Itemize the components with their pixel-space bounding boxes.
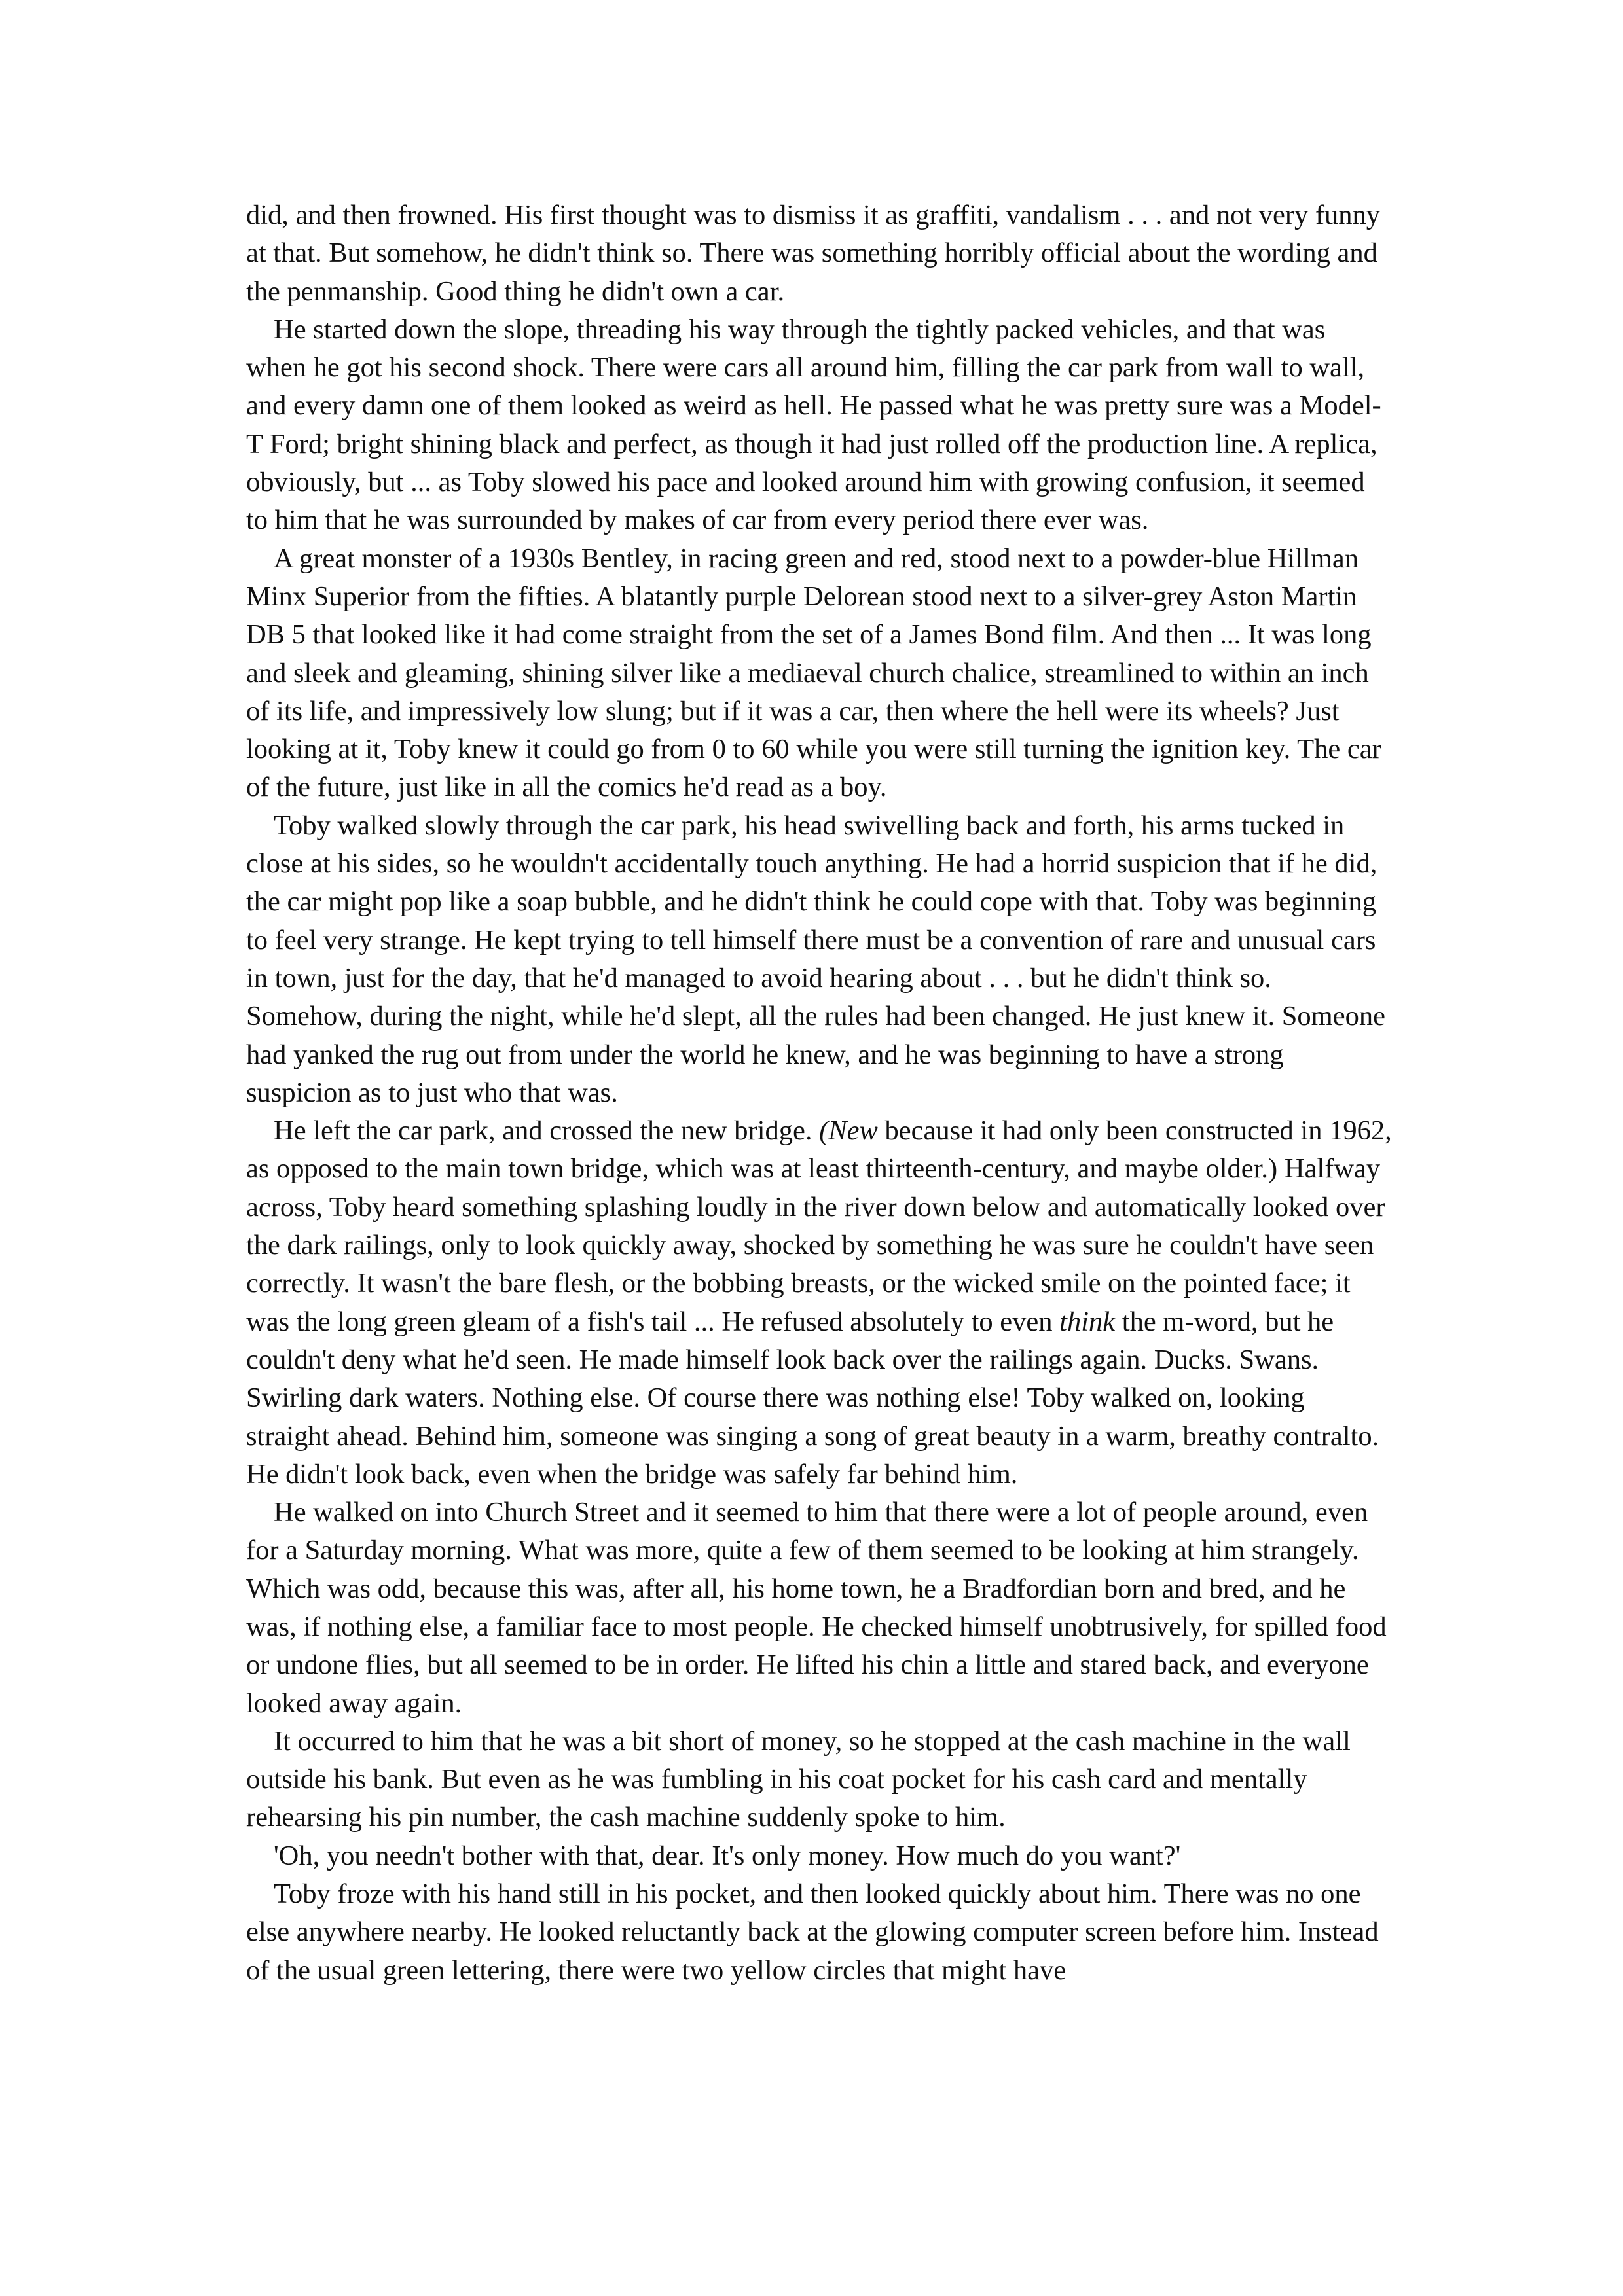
paragraph-text: Toby walked slowly through the car park, his head swivelling back and forth, his arms tucked in close at his sides, so he wouldn't accidentally touch anything. He had a horrid suspicion that if he did, the car might pop like a soap bubble, and he didn't think he could cope with that. Toby was beginning to feel very strange. He kept trying to tell himself there must be a convention of rare and unusual cars in town, just for the day, that he'd managed to avoid hearing about . . . but he didn't think so. Somehow, during the night, while he'd slept, all the rules had been changed. He just knew it. Someone had yanked the rug out from under the world he knew, and he was beginning to have a strong suspicion as to just who that was.	[246, 810, 1385, 1108]
paragraph-text: He left the car park, and crossed the new bridge.	[274, 1115, 820, 1147]
paragraph-text: did, and then frowned. His first thought was to dismiss it as graffiti, vandalism . . . and not very funny at that. But somehow, he didn't think so. There was something horribly official about the wording and the penmanship. Good thing he didn't own a car.	[246, 200, 1381, 307]
paragraph-text: He walked on into Church Street and it seemed to him that there were a lot of people around, even for a Saturday morning. What was more, quite a few of them seemed to be looking at him strangely. Which was odd, because this was, after all, his home town, he a Bradfordian born and bred, and he was, if nothing else, a familiar face to most people. He checked himself unobtrusively, for spilled food or undone flies, but all seemed to be in order. He lifted his chin a little and stared back, and everyone looked away again.	[246, 1497, 1387, 1719]
paragraph	[246, 1875, 1392, 1990]
paragraph-text: It occurred to him that he was a bit short of money, so he stopped at the cash machine in the wall outside his bank. But even as he was fumbling in his coat pocket for his cash card and mentally rehearsing his pin number, the cash machine suddenly spoke to him.	[246, 1725, 1351, 1833]
paragraph	[246, 807, 1392, 1112]
paragraph-text: Toby froze with his hand still in his pocket, and then looked quickly about him. There was no one else anywhere nearby. He looked reluctantly back at the glowing computer screen before him. Instead of the usual green lettering, there were two yellow circles that might have	[246, 1878, 1379, 1986]
paragraph	[246, 1723, 1392, 1837]
document-body	[246, 196, 1392, 1990]
paragraph-text: He started down the slope, threading his way through the tightly packed vehicles, and that was when he got his second shock. There were cars all around him, filling the car park from wall to wall, and every damn one of them looked as weird as hell. He passed what he was pretty sure was a Model-T Ford; bright shining black and perfect, as though it had just rolled off the production line. A replica, obviously, but ... as Toby slowed his pace and looked around him with growing confusion, it seemed to him that he was surrounded by makes of car from every period there ever was.	[246, 314, 1381, 536]
paragraph-text: A great monster of a 1930s Bentley, in racing green and red, stood next to a powder-blue Hillman Minx Superior from the fifties. A blatantly purple Delorean stood next to a silver-grey Aston Martin DB 5 that looked like it had come straight from the set of a James Bond film. And then ... It was long and sleek and gleaming, shining silver like a mediaeval church chalice, streamlined to within an inch of its life, and impressively low slung; but if it was a car, then where the hell were its wheels? Just looking at it, Toby knew it could go from 0 to 60 while you were still turning the ignition key. The car of the future, just like in all the comics he'd read as a boy.	[246, 543, 1381, 803]
paragraph	[246, 311, 1392, 540]
paragraph	[246, 1837, 1392, 1875]
italic-text: (New	[819, 1115, 878, 1147]
paragraph-text: the m-word, but he couldn't deny what he'd seen. He made himself look back over the railings again. Ducks. Swans. Swirling dark waters. Nothing else. Of course there was nothing else! Toby walked on, looking straight ahead. Behind him, someone was singing a song of great beauty in a warm, breathy contralto. He didn't look back, even when the bridge was safely far behind him.	[246, 1306, 1379, 1490]
paragraph	[246, 1112, 1392, 1494]
italic-text: think	[1059, 1306, 1116, 1337]
paragraph	[246, 1494, 1392, 1723]
paragraph	[246, 540, 1392, 807]
paragraph	[246, 196, 1392, 311]
paragraph-text: because it had only been constructed in 1962, as opposed to the main town bridge, which was at least thirteenth-century, and maybe older.) Halfway across, Toby heard something splashing loudly in the river down below and automatically looked over the dark railings, only to look quickly away, shocked by something he was sure he couldn't have seen correctly. It wasn't the bare flesh, or the bobbing breasts, or the wicked smile on the pointed face; it was the long green gleam of a fish's tail ... He refused absolutely to even	[246, 1115, 1392, 1337]
paragraph-text: 'Oh, you needn't bother with that, dear. It's only money. How much do you want?'	[274, 1840, 1181, 1871]
